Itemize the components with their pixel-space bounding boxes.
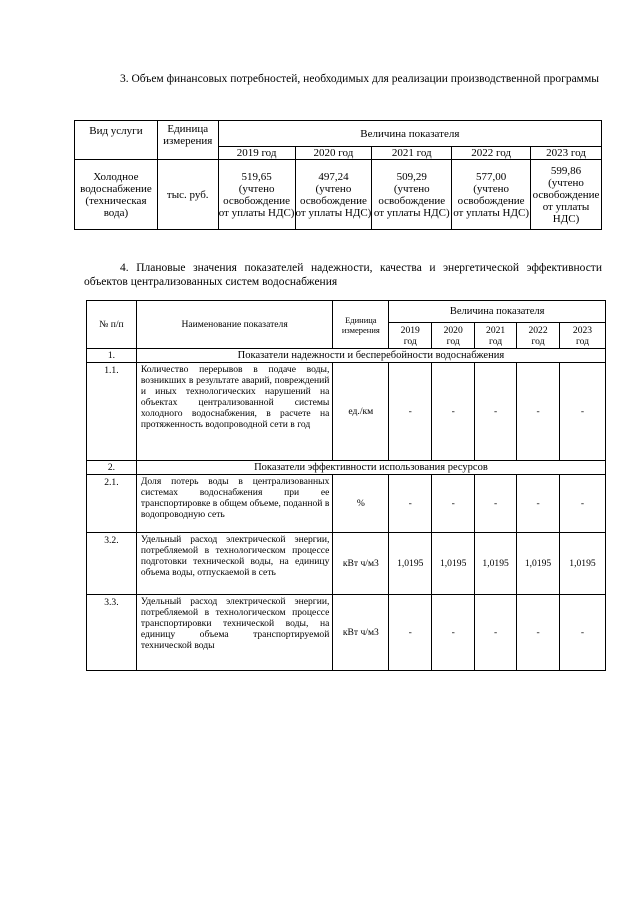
section4-heading-text: 4. Плановые значения показателей надежности, качества и энергетической эффективности объектов централизованных систем водоснабжения: [84, 262, 602, 288]
col-unit-header: Единица измерения: [333, 301, 389, 349]
value-note: (учтено освобождение от уплаты НДС): [218, 182, 295, 219]
year-number: 2020: [443, 324, 463, 336]
value-cell: -: [475, 595, 517, 671]
col-name-header: Наименование показателя: [136, 301, 333, 349]
value-cell: -: [389, 595, 432, 671]
value-cell: 1,0195: [560, 533, 606, 595]
value-cell: -: [517, 475, 560, 533]
indicators-table: [86, 300, 606, 671]
value-cell: 1,0195: [389, 533, 432, 595]
indicator-name: Доля потерь воды в централизованных системах водоснабжения при ее транспортировке в общем объеме, поданной в водопроводную сеть: [136, 475, 333, 533]
unit-cell: ед./км: [333, 363, 389, 461]
value-cell: -: [432, 595, 475, 671]
value-amount: 509,29: [396, 170, 427, 183]
year-label: год: [403, 335, 417, 347]
value-cell: [452, 160, 531, 230]
year-label: год: [446, 335, 460, 347]
year-header: [517, 323, 560, 349]
row-number: 1.1.: [87, 363, 137, 461]
value-cell: -: [560, 475, 606, 533]
financial-needs-table: [74, 120, 602, 230]
value-amount: 599,86: [550, 164, 582, 177]
value-cell: 1,0195: [475, 533, 517, 595]
col-service-header: Вид услуги: [75, 121, 158, 160]
section-number: 2.: [87, 461, 137, 475]
value-cell: -: [389, 475, 432, 533]
service-cell: Холодное водоснабжение (техническая вода): [75, 160, 158, 230]
section4-heading: [84, 261, 602, 289]
col-value-header: Величина показателя: [389, 301, 606, 323]
value-cell: -: [432, 475, 475, 533]
value-note: (учтено освобождение от уплаты НДС): [532, 176, 600, 225]
value-amount: 577,00: [475, 170, 507, 183]
year-label: год: [575, 335, 590, 347]
section-number: 1.: [87, 349, 137, 363]
value-cell: [372, 160, 452, 230]
value-cell: 1,0195: [517, 533, 560, 595]
indicator-name: Удельный расход электрической энергии, потребляемой в технологическом процессе транспортировки технической воды, на единицу объема транспортируемой технической воды: [136, 595, 333, 671]
col-unit-header: Единица измерения: [157, 121, 218, 160]
value-note: (учтено освобождение от уплаты НДС): [295, 182, 372, 219]
year-header: [432, 323, 475, 349]
value-cell: -: [475, 363, 517, 461]
section-title: Показатели эффективности использования ресурсов: [136, 461, 605, 475]
row-number: 3.3.: [87, 595, 137, 671]
section-title: Показатели надежности и бесперебойности водоснабжения: [136, 349, 605, 363]
year-header: 2020 год: [295, 147, 372, 160]
indicator-name: Количество перерывов в подаче воды, возникших в результате аварий, повреждений и иных технологических нарушений на объектах централизованной системы холодного водоснабжения, в расчете на протяженность водопроводной сети в год: [136, 363, 333, 461]
value-amount: 519,65: [241, 170, 272, 183]
year-number: 2019: [400, 324, 420, 336]
year-header: [389, 323, 432, 349]
unit-cell: кВт ч/м3: [333, 533, 389, 595]
value-cell: -: [389, 363, 432, 461]
section3-heading-text: 3. Объем финансовых потребностей, необходимых для реализации производственной программы: [120, 73, 599, 85]
value-cell: [295, 160, 372, 230]
year-number: 2021: [486, 324, 506, 336]
value-cell: [218, 160, 295, 230]
value-cell: 1,0195: [432, 533, 475, 595]
value-cell: -: [517, 595, 560, 671]
value-note: (учтено освобождение от уплаты НДС): [453, 182, 529, 219]
year-header: 2023 год: [531, 147, 602, 160]
unit-cell: %: [333, 475, 389, 533]
row-number: 3.2.: [87, 533, 137, 595]
year-header: [560, 323, 606, 349]
section3-heading: [84, 72, 602, 86]
unit-cell: кВт ч/м3: [333, 595, 389, 671]
year-label: год: [531, 335, 545, 347]
value-cell: -: [517, 363, 560, 461]
year-header: [475, 323, 517, 349]
value-cell: -: [432, 363, 475, 461]
value-cell: [531, 160, 602, 230]
year-header: 2021 год: [372, 147, 452, 160]
year-number: 2022: [528, 324, 548, 336]
value-amount: 497,24: [318, 170, 349, 183]
col-value-header: Величина показателя: [218, 121, 601, 147]
year-label: год: [489, 335, 503, 347]
value-cell: -: [475, 475, 517, 533]
unit-cell: тыс. руб.: [157, 160, 218, 230]
year-header: 2022 год: [452, 147, 531, 160]
indicator-name: Удельный расход электрической энергии, потребляемой в технологическом процессе подготовки технической воды, на единицу объема воды, отпускаемой в сеть: [136, 533, 333, 595]
year-header: 2019 год: [218, 147, 295, 160]
col-num-header: № п/п: [87, 301, 137, 349]
value-cell: -: [560, 363, 606, 461]
row-number: 2.1.: [87, 475, 137, 533]
value-cell: -: [560, 595, 606, 671]
value-note: (учтено освобождение от уплаты НДС): [373, 182, 450, 219]
year-number: 2023: [572, 324, 593, 336]
